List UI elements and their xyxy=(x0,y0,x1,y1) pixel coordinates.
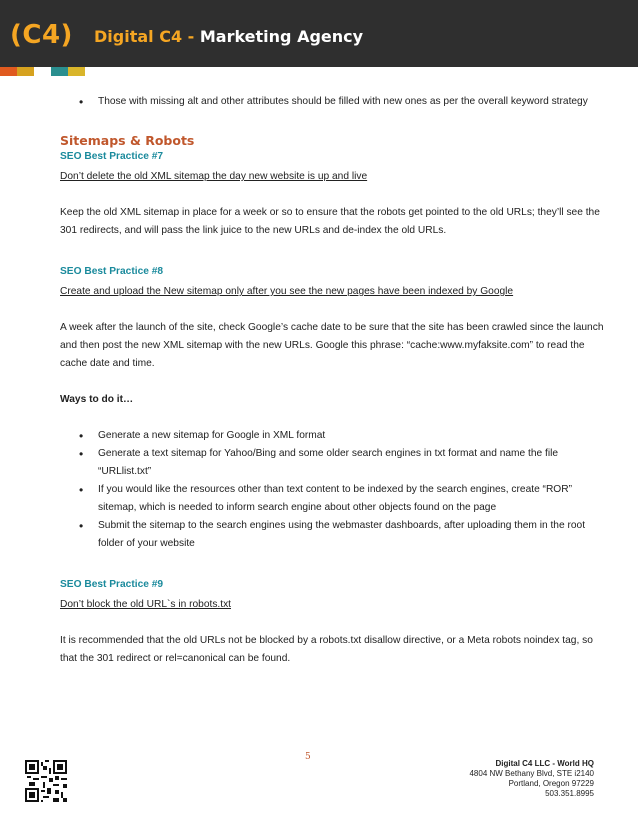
qr-code-icon xyxy=(25,760,67,802)
practice-8-label: SEO Best Practice #8 xyxy=(60,266,164,277)
practice-8-body: A week after the launch of the site, check Google’s cache date to be sure that the site has been crawled since the launch and then post the new XML sitemap with the new URLs. Google this phrase: “cache:www.myfaksite.com” to read the cache date and time. xyxy=(60,322,604,369)
practice-9-label: SEO Best Practice #9 xyxy=(60,579,164,590)
header-brand: Digital C4 xyxy=(94,27,183,46)
ways-bullet-list xyxy=(60,427,605,553)
practice-7-label: SEO Best Practice #7 xyxy=(60,151,164,162)
color-stripe-1 xyxy=(0,67,17,76)
list-item: • Those with missing alt and other attributes should be filled with new ones as per the overall keyword strategy xyxy=(79,93,605,111)
section-title: Sitemaps & Robots xyxy=(60,133,195,148)
document-body xyxy=(60,93,605,668)
ways-title: Ways to do it… xyxy=(60,394,134,405)
intro-bullet-list xyxy=(60,93,605,111)
list-item: • Generate a new sitemap for Google in XML format xyxy=(79,427,605,445)
list-item: • Submit the sitemap to the search engines using the webmaster dashboards, after uploading them in the root folder of your website xyxy=(79,517,605,553)
practice-7-heading: Don’t delete the old XML sitemap the day new website is up and live xyxy=(60,171,368,182)
color-stripe-5 xyxy=(68,67,85,76)
header-tagline: Marketing Agency xyxy=(199,27,364,46)
color-stripe-2 xyxy=(17,67,34,76)
phone-number: 503.351.8995 xyxy=(545,789,594,798)
c4-logo: (C4) xyxy=(10,20,73,50)
address-line-2: Portland, Oregon 97229 xyxy=(508,779,594,788)
page-number: 5 xyxy=(305,752,311,762)
practice-7-body: Keep the old XML sitemap in place for a week or so to ensure that the robots get pointed to the old URLs; they’ll see the 301 redirects, and will pass the link juice to the new URLs and de-index the old URLs. xyxy=(60,207,600,236)
color-stripes xyxy=(0,67,85,76)
practice-9-body: It is recommended that the old URLs not be blocked by a robots.txt disallow directive, or a Meta robots noindex tag, so that the 301 redirect or rel=canonical can be found. xyxy=(60,635,593,664)
address-line-1: 4804 NW Bethany Blvd, STE i2140 xyxy=(469,769,594,778)
list-item: • Generate a text sitemap for Yahoo/Bing and some older search engines in txt format and name the file “URLlist.txt” xyxy=(79,445,605,481)
color-stripe-3 xyxy=(34,67,51,76)
header-separator: - xyxy=(182,27,200,46)
header-title xyxy=(94,27,363,46)
color-stripe-4 xyxy=(51,67,68,76)
practice-8-heading: Create and upload the New sitemap only after you see the new pages have been indexed by Google xyxy=(60,286,514,297)
contact-block xyxy=(469,759,594,799)
list-item: • If you would like the resources other than text content to be indexed by the search engines, create “ROR” sitemap, which is needed to inform search engine about other objects found on the page xyxy=(79,481,605,517)
company-name: Digital C4 LLC - World HQ xyxy=(495,759,594,768)
page-header xyxy=(0,0,638,67)
practice-9-heading: Don’t block the old URL`s in robots.txt xyxy=(60,599,231,610)
